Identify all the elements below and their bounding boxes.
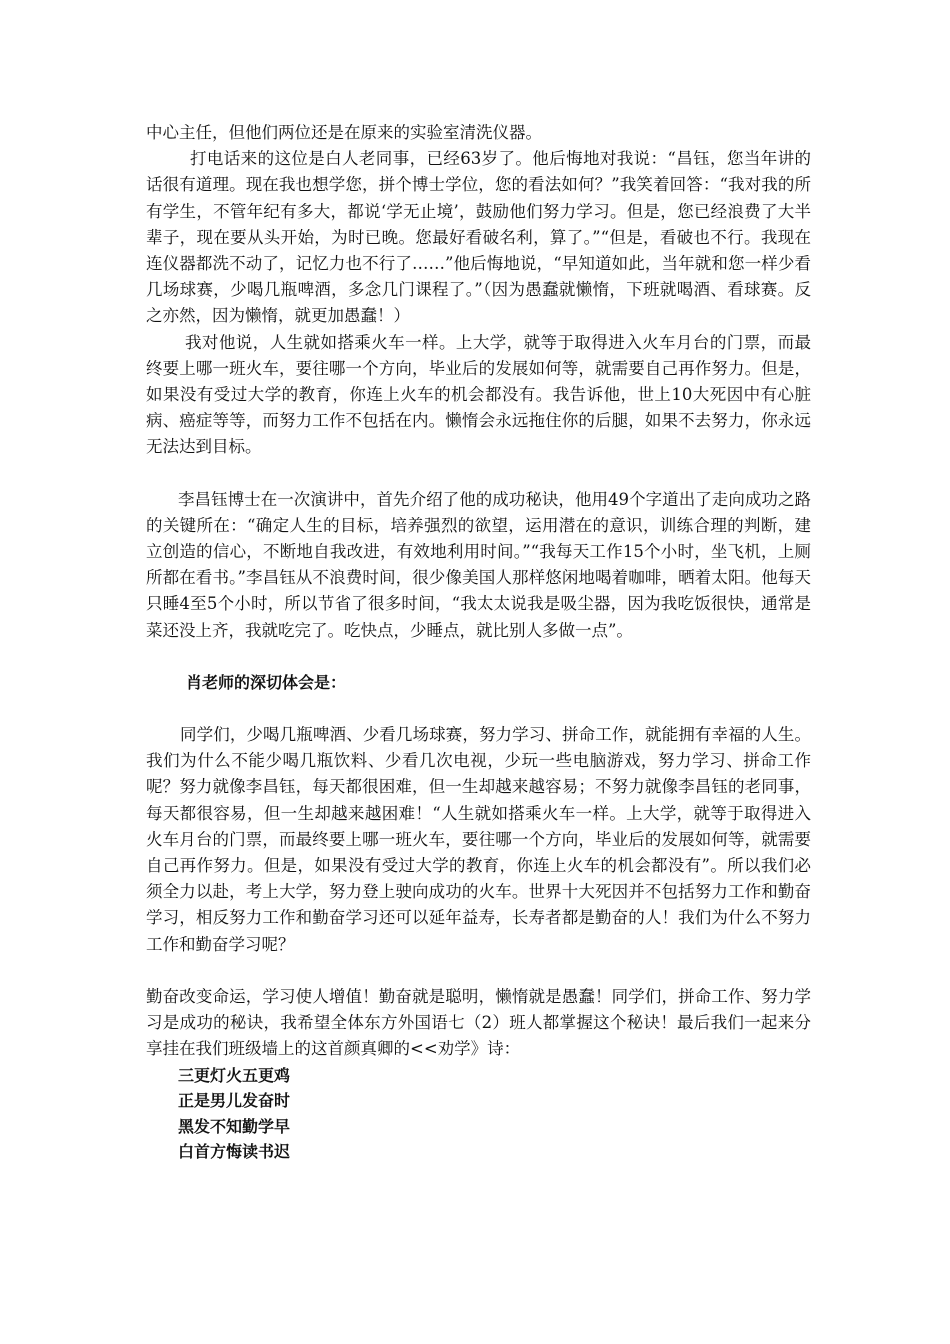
paragraph-4: 李昌钰博士在一次演讲中，首先介绍了他的成功秘诀，他用49个字道出了走向成功之路的关键所在：“确定人生的目标，培养强烈的欲望，运用潜在的意识，训练合理的判断，建立创造的信心，不断地自我改进，有效地利用时间。”“我每天工作15个小时，坐飞机，上厕所都在看书。”李昌钰从不浪费时间，很少像美国人那样悠闲地喝着咖啡，晒着太阳。他每天只睡4至5个小时，所以节省了很多时间，“我太太说我是吸尘器，因为我吃饭很快，通常是菜还没上齐，我就吃完了。吃快点，少睡点，就比别人多做一点”。 <box>146 489 811 640</box>
poem-line: 正是男儿发奋时 <box>178 1091 291 1110</box>
paragraph-6: 勤奋改变命运，学习使人增值！勤奋就是聪明，懒惰就是愚蠢！同学们，拼命工作、努力学习是成功的秘诀，我希望全体东方外国语七（2）班人都掌握这个秘诀！最后我们一起来分享挂在我们班级墙上的这首颜真卿的<<劝学》诗： <box>146 986 811 1059</box>
spacer <box>146 958 811 984</box>
spacer <box>146 696 811 722</box>
spacer <box>146 461 811 487</box>
paragraph-1: 中心主任，但他们两位还是在原来的实验室清洗仪器。 <box>146 123 542 142</box>
paragraph-2: 打电话来的这位是白人老同事，已经63岁了。他后悔地对我说：“昌钰，您当年讲的话很有道理。现在我也想学您，拼个博士学位，您的看法如何？”我笑着回答：“我对我的所有学生，不管年纪有多大，都说‘学无止境’，鼓励他们努力学习。但是，您已经浪费了大半辈子，现在要从头开始，为时已晚。您最好看破名利，算了。”“但是，看破也不行。我现在连仪器都洗不动了，记忆力也不行了……”他后悔地说，“早知道如此，当年就和您一样少看几场球赛，少喝几瓶啤酒，多念几门课程了。”（因为愚蠢就懒惰，下班就喝酒、看球赛。反之亦然，因为懒惰，就更加愚蠢！） <box>146 149 811 326</box>
spacer <box>146 644 811 670</box>
poem <box>146 1063 811 1165</box>
poem-line: 白首方悔读书迟 <box>178 1142 291 1161</box>
paragraph-3: 我对他说，人生就如搭乘火车一样。上大学，就等于取得进入火车月台的门票，而最终要上哪一班火车，要往哪一个方向，毕业后的发展如何等，就需要自己再作努力。但是，如果没有受过大学的教育，你连上火车的机会都没有。我告诉他，世上10大死因中有心脏病、癌症等等，而努力工作不包括在内。懒惰会永远拖住你的后腿，如果不去努力，你永远无法达到目标。 <box>146 332 811 457</box>
poem-line: 黑发不知勤学早 <box>178 1116 291 1136</box>
poem-line: 三更灯火五更鸡 <box>178 1065 291 1085</box>
section-heading: 肖老师的深切体会是： <box>186 672 347 692</box>
document-page <box>146 120 811 1165</box>
paragraph-5: 同学们，少喝几瓶啤酒、少看几场球赛，努力学习、拼命工作，就能拥有幸福的人生。我们为什么不能少喝几瓶饮料、少看几次电视，少玩一些电脑游戏，努力学习、拼命工作呢？努力就像李昌钰，每天都很困难，但一生却越来越容易；不努力就像李昌钰的老同事，每天都很容易，但一生却越来越困难！“人生就如搭乘火车一样。上大学，就等于取得进入火车月台的门票，而最终要上哪一班火车，要往哪一个方向，毕业后的发展如何等，就需要自己再作努力。但是，如果没有受过大学的教育，你连上火车的机会都没有”。所以我们必须全力以赴，考上大学，努力登上驶向成功的火车。世界十大死因并不包括努力工作和勤奋学习，相反努力工作和勤奋学习还可以延年益寿，长寿者都是勤奋的人！我们为什么不努力工作和勤奋学习呢？ <box>146 725 811 954</box>
